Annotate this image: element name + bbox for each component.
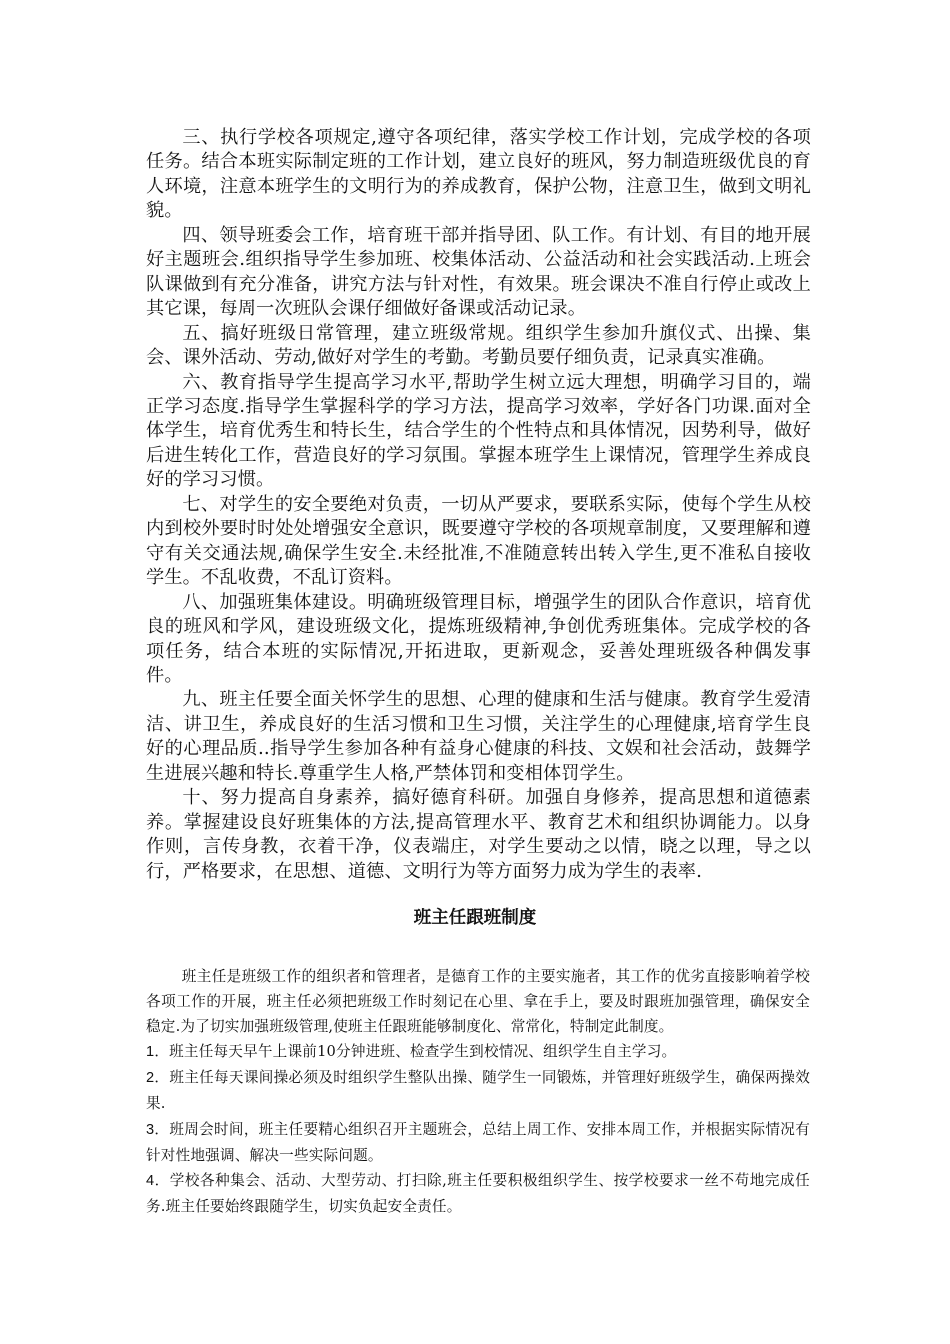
rule-text: 班主任每天早午上课前10分钟进班、检查学生到校情况、组织学生自主学习。 <box>169 1043 677 1061</box>
section-title: 班主任跟班制度 <box>413 908 537 928</box>
rule-text: 班主任每天课间操必须及时组织学生整队出操、随学生一同锻炼，并管理好班级学生，确保两操效果. <box>146 1069 810 1113</box>
rule-text: 学校各种集会、活动、大型劳动、打扫除,班主任要积极组织学生、按学校要求一丝不苟地完成任务.班主任要始终跟随学生，切实负起安全责任。 <box>146 1171 810 1215</box>
rule-item-1 <box>146 1039 810 1065</box>
rule-number: 3． <box>146 1121 170 1138</box>
duty-paragraph-8: 八、加强班集体建设。明确班级管理目标，增强学生的团队合作意识，培育优良的班风和学风，建设班级文化，提炼班级精神,争创优秀班集体。完成学校的各项任务，结合本班的实际情况,开拓进取，更新观念，妥善处理班级各种偶发事件。 <box>146 591 811 686</box>
duty-paragraph-9: 九、班主任要全面关怀学生的思想、心理的健康和生活与健康。教育学生爱清洁、讲卫生，养成良好的生活习惯和卫生习惯，关注学生的心理健康,培育学生良好的心理品质..指导学生参加各种有益身心健康的科技、文娱和社会活动，鼓舞学生进展兴趣和特长.尊重学生人格,严禁体罚和变相体罚学生。 <box>146 689 811 784</box>
duty-paragraph-10: 十、努力提高自身素养，搞好德育科研。加强自身修养，提高思想和道德素养。掌握建设良好班集体的方法,提高管理水平、教育艺术和组织协调能力。以身作则，言传身教，衣着干净，仪表端庄，对学生要动之以情，晓之以理，导之以行，严格要求，在思想、道德、文明行为等方面努力成为学生的表率. <box>146 787 811 882</box>
duty-paragraph-3: 三、执行学校各项规定,遵守各项纪律，落实学校工作计划，完成学校的各项任务。结合本班实际制定班的工作计划，建立良好的班风，努力制造班级优良的育人环境，注意本班学生的文明行为的养成教育，保护公物，注意卫生，做到文明礼貌。 <box>146 127 811 222</box>
rule-item-4 <box>146 1168 810 1219</box>
rule-number: 1． <box>146 1044 170 1061</box>
rule-number: 4． <box>146 1172 170 1189</box>
follow-class-section <box>146 964 810 1219</box>
duty-paragraph-6: 六、教育指导学生提高学习水平,帮助学生树立远大理想，明确学习目的，端正学习态度.指导学生掌握科学的学习方法，提高学习效率，学好各门功课.面对全体学生，培育优秀生和特长生，结合学生的个性特点和具体情况，因势利导，做好后进生转化工作，营造良好的学习氛围。掌握本班学生上课情况，管理学生养成良好的学习习惯。 <box>146 371 811 491</box>
duty-paragraph-5: 五、搞好班级日常管理，建立班级常规。组织学生参加升旗仪式、出操、集会、课外活动、劳动,做好对学生的考勤。考勤员要仔细负责，记录真实准确。 <box>146 322 811 369</box>
duty-paragraph-4: 四、领导班委会工作，培育班干部并指导团、队工作。有计划、有目的地开展好主题班会.组织指导学生参加班、校集体活动、公益活动和社会实践活动.上班会队课做到有充分准备，讲究方法与针对性，有效果。班会课决不准自行停止或改上其它课，每周一次班队会课仔细做好备课或活动记录。 <box>146 224 811 320</box>
intro-paragraph: 班主任是班级工作的组织者和管理者，是德育工作的主要实施者，其工作的优劣直接影响着学校各项工作的开展，班主任必须把班级工作时刻记在心里、拿在手上，要及时跟班加强管理，确保安全稳定.为了切实加强班级管理,使班主任跟班能够制度化、常常化，特制定此制度。 <box>146 968 810 1036</box>
duty-paragraph-7: 七、对学生的安全要绝对负责，一切从严要求，要联系实际，使每个学生从校内到校外要时时处处增强安全意识，既要遵守学校的各项规章制度，又要理解和遵守有关交通法规,确保学生安全.未经批准,不准随意转出转入学生,更不准私自接收学生。不乱收费，不乱订资料。 <box>146 493 811 589</box>
rule-number: 2． <box>146 1070 170 1087</box>
rule-item-3 <box>146 1117 810 1168</box>
duties-section <box>146 126 811 884</box>
rule-text: 班周会时间，班主任要精心组织召开主题班会，总结上周工作、安排本周工作，并根据实际情况有针对性地强调、解决一些实际问题。 <box>146 1120 810 1164</box>
rule-item-2 <box>146 1065 810 1116</box>
